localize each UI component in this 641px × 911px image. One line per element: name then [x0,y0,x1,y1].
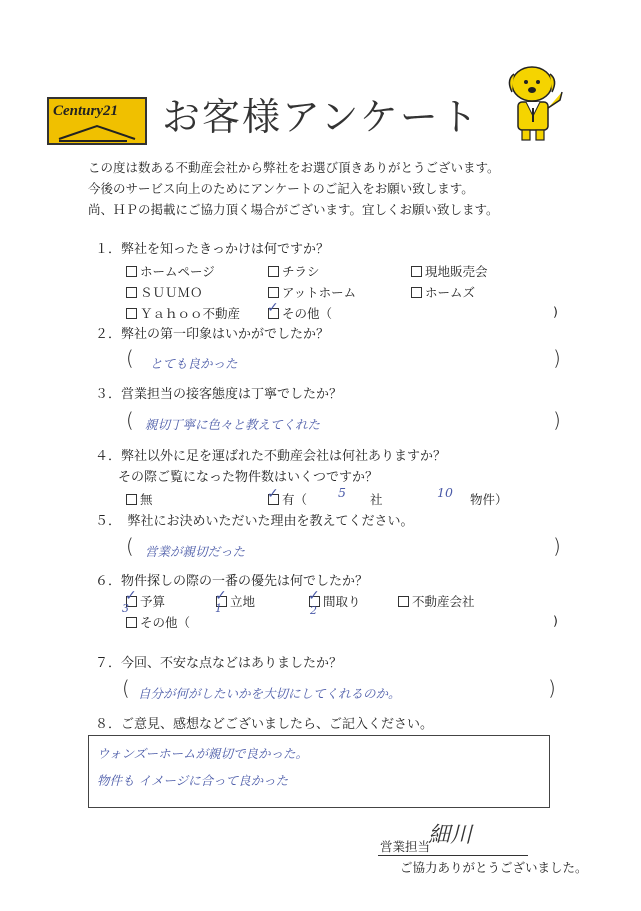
answer-7[interactable]: 自分が何がしたいかを大切にしてくれるのか。 [138,686,401,701]
intro-line: この度は数ある不動産会社から弊社をお選び頂きありがとうございます。 [88,160,500,175]
option-label: 不動産会社 [412,594,475,609]
comment-line: ウォンズーホームが親切で良かった。 [97,746,309,761]
option-label: 現地販売会 [425,264,488,279]
checkbox[interactable] [126,617,137,628]
answer-5[interactable]: 営業が親切だった [145,544,246,559]
option-label: 間取り [323,594,361,609]
property-unit: 物件） [470,492,508,507]
option-label: アットホーム [282,285,357,300]
checkbox[interactable] [268,287,279,298]
open-paren: ( [126,408,134,432]
question-8: ８．ご意見、感想などございましたら、ご記入ください。 [95,717,434,732]
checkbox-checked[interactable] [267,300,279,319]
option-label: チラシ [282,264,320,279]
option-homepage[interactable] [126,262,215,280]
check-mark-icon: ✓ [267,486,279,502]
open-paren: ( [126,346,134,370]
companies-count[interactable]: 5 [338,485,346,500]
option-label: 立地 [230,594,256,609]
close-paren: ) [553,304,558,319]
option-flyer[interactable] [268,262,320,280]
rank-budget: 3 [122,602,129,615]
option-budget[interactable] [125,588,166,610]
option-other[interactable] [126,613,190,631]
question-4-sub: その際ご覧になった物件数はいくつですか？ [118,470,379,485]
check-mark-icon: ✓ [125,588,137,604]
checkbox[interactable] [126,494,137,505]
checkbox[interactable] [411,287,422,298]
rank-layout: 2 [310,604,317,617]
question-1: １．弊社を知ったきっかけは何ですか？ [95,242,330,257]
option-open-house[interactable] [411,262,488,280]
intro-line: 尚、ＨＰの掲載にご協力頂く場合がございます。宜しくお願い致します。 [88,202,499,217]
question-3: ３．営業担当の接客態度は丁寧でしたか？ [95,387,343,402]
checkbox-checked[interactable] [267,486,279,505]
checkbox[interactable] [126,266,137,277]
comment-line: 物件も イメージに合って良かった [97,773,289,788]
question-4: ４．弊社以外に足を運ばれた不動産会社は何社ありますか？ [95,449,447,464]
option-other[interactable] [267,300,333,322]
close-paren: ) [548,676,556,700]
question-2: ２．弊社の第一印象はいかがでしたか？ [95,327,330,342]
open-paren: ( [122,676,130,700]
close-paren: ) [553,613,558,628]
question-7: ７．今回、不安な点などはありましたか？ [95,656,343,671]
house-roof-icon [57,123,141,143]
checkbox[interactable] [126,308,137,319]
signature-line [378,855,528,856]
option-label: ホームズ [425,285,476,300]
option-label: ホームページ [140,264,215,279]
option-label: Ｙａｈｏｏ不動産 [140,306,241,321]
checkbox[interactable] [126,287,137,298]
close-paren: ) [553,408,561,432]
century21-logo [47,97,147,145]
option-label: 予算 [140,594,166,609]
dog-mascot-icon [502,62,572,142]
check-mark-icon: ✓ [215,588,227,604]
option-label: ＳＵＵＭＯ [140,285,203,300]
option-label: その他（ [282,306,333,321]
question-6: ６．物件探しの際の一番の優先は何でしたか？ [95,574,369,589]
option-homes[interactable] [411,283,475,301]
option-athome[interactable] [268,283,356,301]
answer-2[interactable]: とても良かった [150,356,238,371]
thanks-text: ご協力ありがとうございました。 [400,860,588,875]
answer-3[interactable]: 親切丁寧に色々と教えてくれた [145,417,321,432]
checkbox[interactable] [398,596,409,607]
check-mark-icon: ✓ [267,300,279,316]
checkbox[interactable] [411,266,422,277]
close-paren: ) [553,346,561,370]
option-has[interactable] [267,486,308,508]
rank-location: 1 [215,602,222,615]
open-paren: ( [126,534,134,558]
option-none[interactable] [126,490,153,508]
company-unit: 社 [370,492,383,507]
intro-text [88,157,500,220]
page-title: お客様アンケート [162,95,480,139]
staff-name-signature: 細川 [428,823,473,848]
question-5: ５． 弊社にお決めいただいた理由を教えてください。 [95,514,414,529]
option-yahoo[interactable] [126,304,240,322]
close-paren: ) [553,534,561,558]
option-label: 無 [140,492,153,507]
logo-text: Century21 [53,103,119,119]
properties-count[interactable]: 10 [437,485,453,500]
intro-line: 今後のサービス向上のためにアンケートのご記入をお願い致します。 [88,181,474,196]
option-label: 有（ [282,492,308,507]
staff-label: 営業担当 [380,839,431,854]
option-suumo[interactable] [126,283,203,301]
option-agency[interactable] [398,592,475,610]
comment-box[interactable] [88,735,550,808]
option-label: その他（ [140,615,191,630]
checkbox[interactable] [268,266,279,277]
check-mark-icon: ✓ [308,588,320,604]
